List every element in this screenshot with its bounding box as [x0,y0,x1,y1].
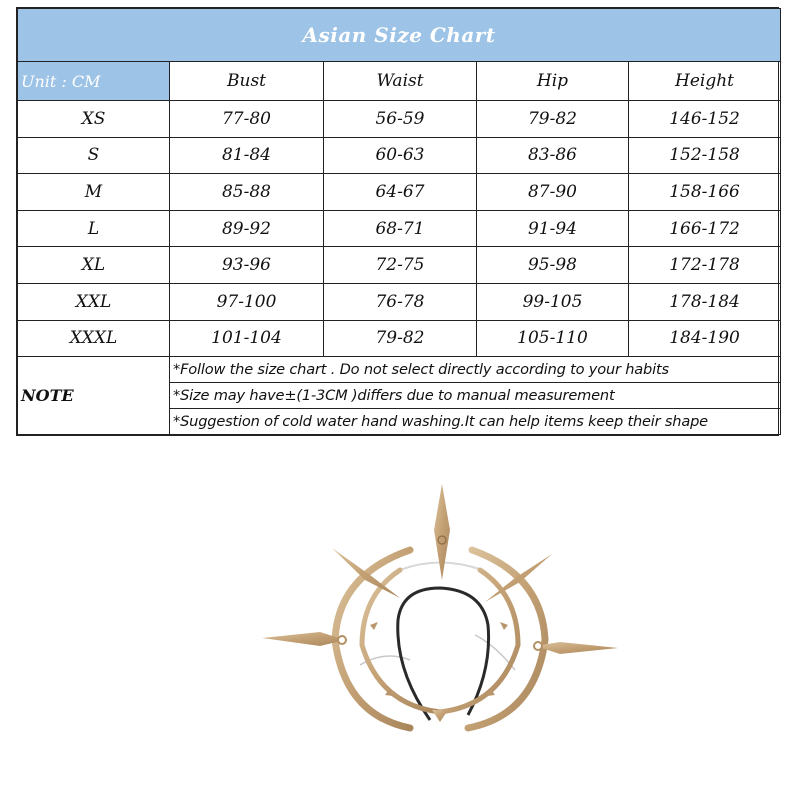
bust-cell: 97-100 [170,283,324,320]
table-row [18,101,781,138]
table-row [18,283,781,320]
title-row [18,9,781,62]
size-cell: XXXL [18,320,170,357]
chart-title: Asian Size Chart [18,9,781,62]
waist-cell: 76-78 [324,283,477,320]
table-row [18,247,781,284]
unit-label: Unit : CM [18,62,170,101]
bust-cell: 93-96 [170,247,324,284]
bust-cell: 89-92 [170,210,324,247]
hip-cell: 87-90 [477,174,629,211]
waist-cell: 64-67 [324,174,477,211]
table-row [18,320,781,357]
bust-cell: 77-80 [170,101,324,138]
note-label: NOTE [18,357,170,435]
waist-cell: 72-75 [324,247,477,284]
table-row [18,210,781,247]
bust-cell: 85-88 [170,174,324,211]
height-cell: 184-190 [629,320,781,357]
note-line: *Suggestion of cold water hand washing.It can help items keep their shape [170,409,781,435]
size-cell: L [18,210,170,247]
note-line: *Follow the size chart . Do not select directly according to your habits [170,357,781,383]
waist-cell: 68-71 [324,210,477,247]
size-chart [16,7,779,436]
waist-cell: 79-82 [324,320,477,357]
header-row [18,62,781,101]
height-cell: 172-178 [629,247,781,284]
hip-cell: 79-82 [477,101,629,138]
hip-cell: 95-98 [477,247,629,284]
column-header-height: Height [629,62,781,101]
height-cell: 178-184 [629,283,781,320]
size-cell: S [18,137,170,174]
size-cell: XS [18,101,170,138]
height-cell: 166-172 [629,210,781,247]
note-row [18,357,781,383]
size-table [17,8,781,435]
hip-cell: 91-94 [477,210,629,247]
size-cell: XXL [18,283,170,320]
table-row [18,174,781,211]
hip-cell: 83-86 [477,137,629,174]
size-cell: M [18,174,170,211]
hip-cell: 105-110 [477,320,629,357]
waist-cell: 60-63 [324,137,477,174]
gold-halo-headband-image [250,470,630,800]
waist-cell: 56-59 [324,101,477,138]
height-cell: 146-152 [629,101,781,138]
column-header-bust: Bust [170,62,324,101]
note-line: *Size may have±(1-3CM )differs due to manual measurement [170,383,781,409]
height-cell: 158-166 [629,174,781,211]
column-header-hip: Hip [477,62,629,101]
size-cell: XL [18,247,170,284]
bust-cell: 81-84 [170,137,324,174]
bust-cell: 101-104 [170,320,324,357]
height-cell: 152-158 [629,137,781,174]
halo-headpiece-icon [250,470,630,800]
table-row [18,137,781,174]
hip-cell: 99-105 [477,283,629,320]
column-header-waist: Waist [324,62,477,101]
